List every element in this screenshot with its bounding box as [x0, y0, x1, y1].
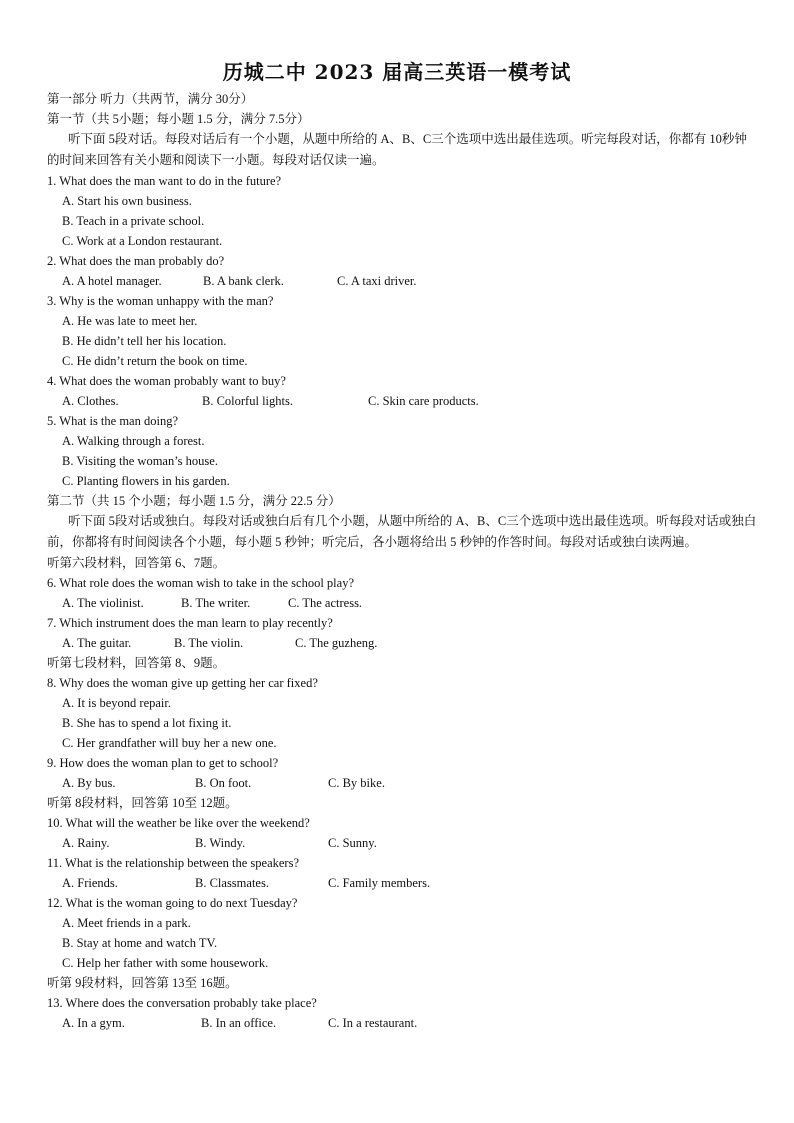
material-8-note: 听第 8段材料，回答第 10至 12题。 [47, 796, 238, 810]
q11-option-c: C. Family members. [328, 876, 431, 890]
q3-option-b: B. He didn’t tell her his location. [62, 334, 227, 348]
section2-heading: 第二节（共 15 个小题；每小题 1.5 分，满分 22.5 分） [47, 494, 341, 508]
question-13: 13. Where does the conversation probably take place? [47, 996, 317, 1010]
q4-options [47, 391, 757, 411]
q7-options [47, 633, 757, 653]
q1-option-a: A. Start his own business. [62, 194, 192, 208]
q6-options [47, 593, 757, 613]
section2-instruction: 听下面 5段对话或独白。每段对话或独白后有几个小题，从题中所给的 A、B、C三个选项中选出最佳选项。听每段对话或独白前，你都将有时间阅读各个小题，每小题 5 秒钟；听完后，各小题将给出 5 秒钟的作答时间。每段对话或独白读两遍。 [47, 514, 757, 549]
material-7-note: 听第七段材料，回答第 8、9题。 [47, 656, 226, 670]
q11-option-a: A. Friends. [62, 876, 118, 890]
question-8: 8. Why does the woman give up getting her car fixed? [47, 676, 318, 690]
q2-option-b: B. A bank clerk. [203, 274, 284, 288]
q5-option-a: A. Walking through a forest. [62, 434, 205, 448]
q13-option-a: A. In a gym. [62, 1016, 125, 1030]
part-heading: 第一部分 听力（共两节，满分 30分） [47, 92, 254, 106]
q9-option-b: B. On foot. [195, 776, 252, 790]
q8-option-c: C. Her grandfather will buy her a new one. [62, 736, 277, 750]
q5-option-c: C. Planting flowers in his garden. [62, 474, 230, 488]
q3-option-a: A. He was late to meet her. [62, 314, 198, 328]
question-7: 7. Which instrument does the man learn to play recently? [47, 616, 333, 630]
q2-option-c: C. A taxi driver. [337, 274, 417, 288]
q12-option-b: B. Stay at home and watch TV. [62, 936, 218, 950]
q7-option-a: A. The guitar. [62, 636, 132, 650]
q6-option-b: B. The writer. [181, 596, 251, 610]
q3-option-c: C. He didn’t return the book on time. [62, 354, 248, 368]
q11-option-b: B. Classmates. [195, 876, 269, 890]
q11-options [47, 873, 757, 893]
question-11: 11. What is the relationship between the speakers? [47, 856, 300, 870]
q7-option-b: B. The violin. [174, 636, 244, 650]
q9-options [47, 773, 757, 793]
q7-option-c: C. The guzheng. [295, 636, 378, 650]
question-9: 9. How does the woman plan to get to school? [47, 756, 279, 770]
question-6: 6. What role does the woman wish to take in the school play? [47, 576, 354, 590]
question-4: 4. What does the woman probably want to buy? [47, 374, 286, 388]
q8-option-a: A. It is beyond repair. [62, 696, 172, 710]
question-3: 3. Why is the woman unhappy with the man? [47, 294, 274, 308]
q12-option-a: A. Meet friends in a park. [62, 916, 191, 930]
exam-content [47, 89, 757, 1033]
q13-option-c: C. In a restaurant. [328, 1016, 418, 1030]
q10-option-c: C. Sunny. [328, 836, 377, 850]
material-9-note: 听第 9段材料，回答第 13至 16题。 [47, 976, 238, 990]
question-10: 10. What will the weather be like over the weekend? [47, 816, 310, 830]
q6-option-a: A. The violinist. [62, 596, 144, 610]
q4-option-a: A. Clothes. [62, 394, 119, 408]
q5-option-b: B. Visiting the woman’s house. [62, 454, 218, 468]
q8-option-b: B. She has to spend a lot fixing it. [62, 716, 232, 730]
q4-option-b: B. Colorful lights. [202, 394, 293, 408]
section1-heading: 第一节（共 5小题；每小题 1.5 分，满分 7.5分） [47, 112, 310, 126]
q4-option-c: C. Skin care products. [368, 394, 479, 408]
section1-instruction: 听下面 5段对话。每段对话后有一个小题，从题中所给的 A、B、C三个选项中选出最佳选项。听完每段对话，你都有 10秒钟的时间来回答有关小题和阅读下一小题。每段对话仅读一遍。 [47, 132, 747, 167]
question-2: 2. What does the man probably do? [47, 254, 225, 268]
q1-option-b: B. Teach in a private school. [62, 214, 205, 228]
q10-option-b: B. Windy. [195, 836, 246, 850]
q1-option-c: C. Work at a London restaurant. [62, 234, 223, 248]
q12-option-c: C. Help her father with some housework. [62, 956, 269, 970]
q9-option-a: A. By bus. [62, 776, 116, 790]
q9-option-c: C. By bike. [328, 776, 385, 790]
q2-option-a: A. A hotel manager. [62, 274, 162, 288]
question-12: 12. What is the woman going to do next Tuesday? [47, 896, 298, 910]
page-title: 历城二中 2023 届高三英语一模考试 [222, 60, 572, 84]
q10-option-a: A. Rainy. [62, 836, 110, 850]
q6-option-c: C. The actress. [288, 596, 363, 610]
question-1: 1. What does the man want to do in the future? [47, 174, 282, 188]
material-6-note: 听第六段材料，回答第 6、7题。 [47, 556, 226, 570]
q2-options [47, 271, 757, 291]
q13-option-b: B. In an office. [201, 1016, 277, 1030]
q13-options [47, 1013, 757, 1033]
q10-options [47, 833, 757, 853]
question-5: 5. What is the man doing? [47, 414, 178, 428]
